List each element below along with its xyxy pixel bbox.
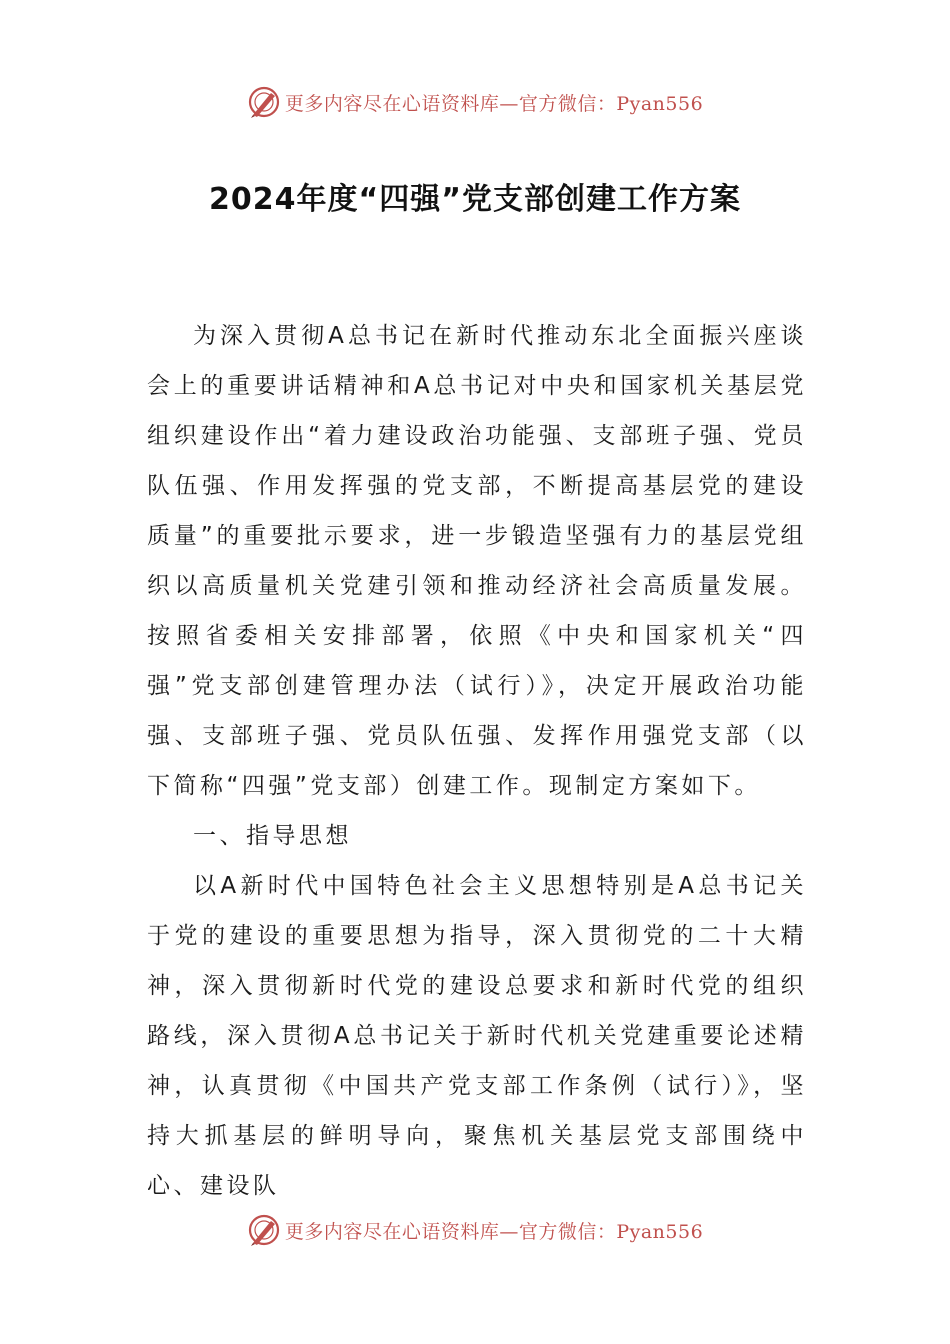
document-body (147, 311, 807, 1211)
section-heading-guiding-ideology: 一、指导思想 (193, 823, 352, 849)
pen-circle-logo-icon (247, 1213, 281, 1247)
footer-banner-text: 更多内容尽在心语资料库—官方微信：Pyan556 (284, 1220, 704, 1243)
header-banner-text: 更多内容尽在心语资料库—官方微信：Pyan556 (284, 92, 704, 115)
pen-circle-logo-icon (247, 85, 281, 119)
body-paragraph-intro: 为深入贯彻A总书记在新时代推动东北全面振兴座谈会上的重要讲话精神和A总书记对中央和国家机关基层党组织建设作出“着力建设政治功能强、支部班子强、党员队伍强、作用发挥强的党支部，不断提高基层党的建设质量”的重要批示要求，进一步锻造坚强有力的基层党组织以高质量机关党建引领和推动经济社会高质量发展。按照省委相关安排部署，依照《中央和国家机关“四强”党支部创建管理办法（试行）》，决定开展政治功能强、支部班子强、党员队伍强、发挥作用强党支部（以下简称“四强”党支部）创建工作。现制定方案如下。 (147, 323, 807, 799)
header-banner (0, 82, 950, 122)
footer-banner (0, 1210, 950, 1250)
body-paragraph-guiding-ideology: 以A新时代中国特色社会主义思想特别是A总书记关于党的建设的重要思想为指导，深入贯彻党的二十大精神，深入贯彻新时代党的建设总要求和新时代党的组织路线，深入贯彻A总书记关于新时代机关党建重要论述精神，认真贯彻《中国共产党支部工作条例（试行）》，坚持大抓基层的鲜明导向，聚焦机关基层党支部围绕中心、建设队 (147, 873, 807, 1199)
document-title: 2024年度“四强”党支部创建工作方案 (209, 182, 741, 217)
